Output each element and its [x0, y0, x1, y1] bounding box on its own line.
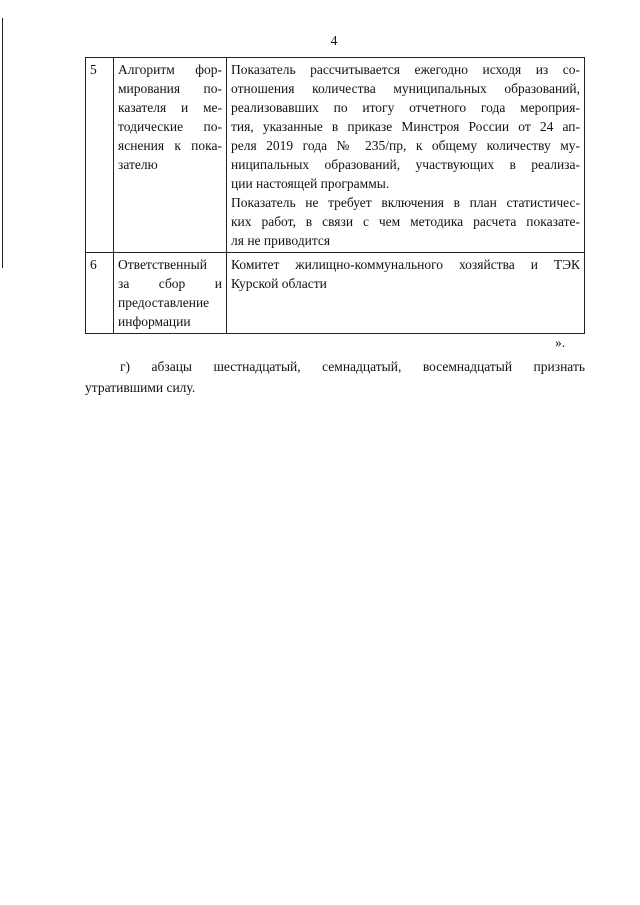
row-label [114, 58, 227, 253]
paragraph-line: г) абзацы шестнадцатый, семнадцатый, восемнадцатый признать [120, 359, 585, 374]
content-line: Показатель рассчитывается ежегодно исходя из со- [231, 62, 580, 77]
content-line: ля не приводится [231, 233, 331, 248]
scan-edge-line [2, 18, 3, 268]
content-line: ции настоящей программы. [231, 176, 390, 191]
row-number: 5 [86, 58, 114, 253]
paragraph-line: утратившими силу. [85, 380, 196, 395]
amendment-paragraph [85, 356, 585, 398]
content-line: Показатель не требует включения в план статистичес- [231, 195, 580, 210]
label-line: казателя и ме- [118, 100, 222, 115]
label-line: тодические по- [118, 119, 222, 134]
row-content [227, 253, 585, 334]
label-line: яснения к пока- [118, 138, 222, 153]
row-content [227, 58, 585, 253]
row-label [114, 253, 227, 334]
content-line: отношения количества муниципальных образований, [231, 81, 580, 96]
label-line: информации [118, 314, 191, 329]
label-line: зателю [118, 157, 158, 172]
content-line: реализовавших по итогу отчетного года мероприя- [231, 100, 580, 115]
content-line: Комитет жилищно-коммунального хозяйства и ТЭК [231, 257, 580, 272]
content-line: ких работ, в связи с чем методика расчета показате- [231, 214, 580, 229]
page-number: 4 [330, 33, 338, 48]
label-line: предоставление [118, 295, 210, 310]
content-line: реля 2019 года № 235/пр, к общему количеству му- [231, 138, 580, 153]
label-line: Алгоритм фор- [118, 62, 222, 77]
table-row [86, 253, 585, 334]
table-row [86, 58, 585, 253]
label-line: мирования по- [118, 81, 222, 96]
content-line: ниципальных образований, участвующих в реализа- [231, 157, 580, 172]
label-line: за сбор и [118, 276, 222, 291]
label-line: Ответственный [118, 257, 207, 272]
row-number: 6 [86, 253, 114, 334]
closing-quote: ». [555, 335, 566, 350]
content-line: Курской области [231, 276, 327, 291]
content-line: тия, указанные в приказе Минстроя России от 24 ап- [231, 119, 580, 134]
indicator-table [85, 57, 585, 334]
